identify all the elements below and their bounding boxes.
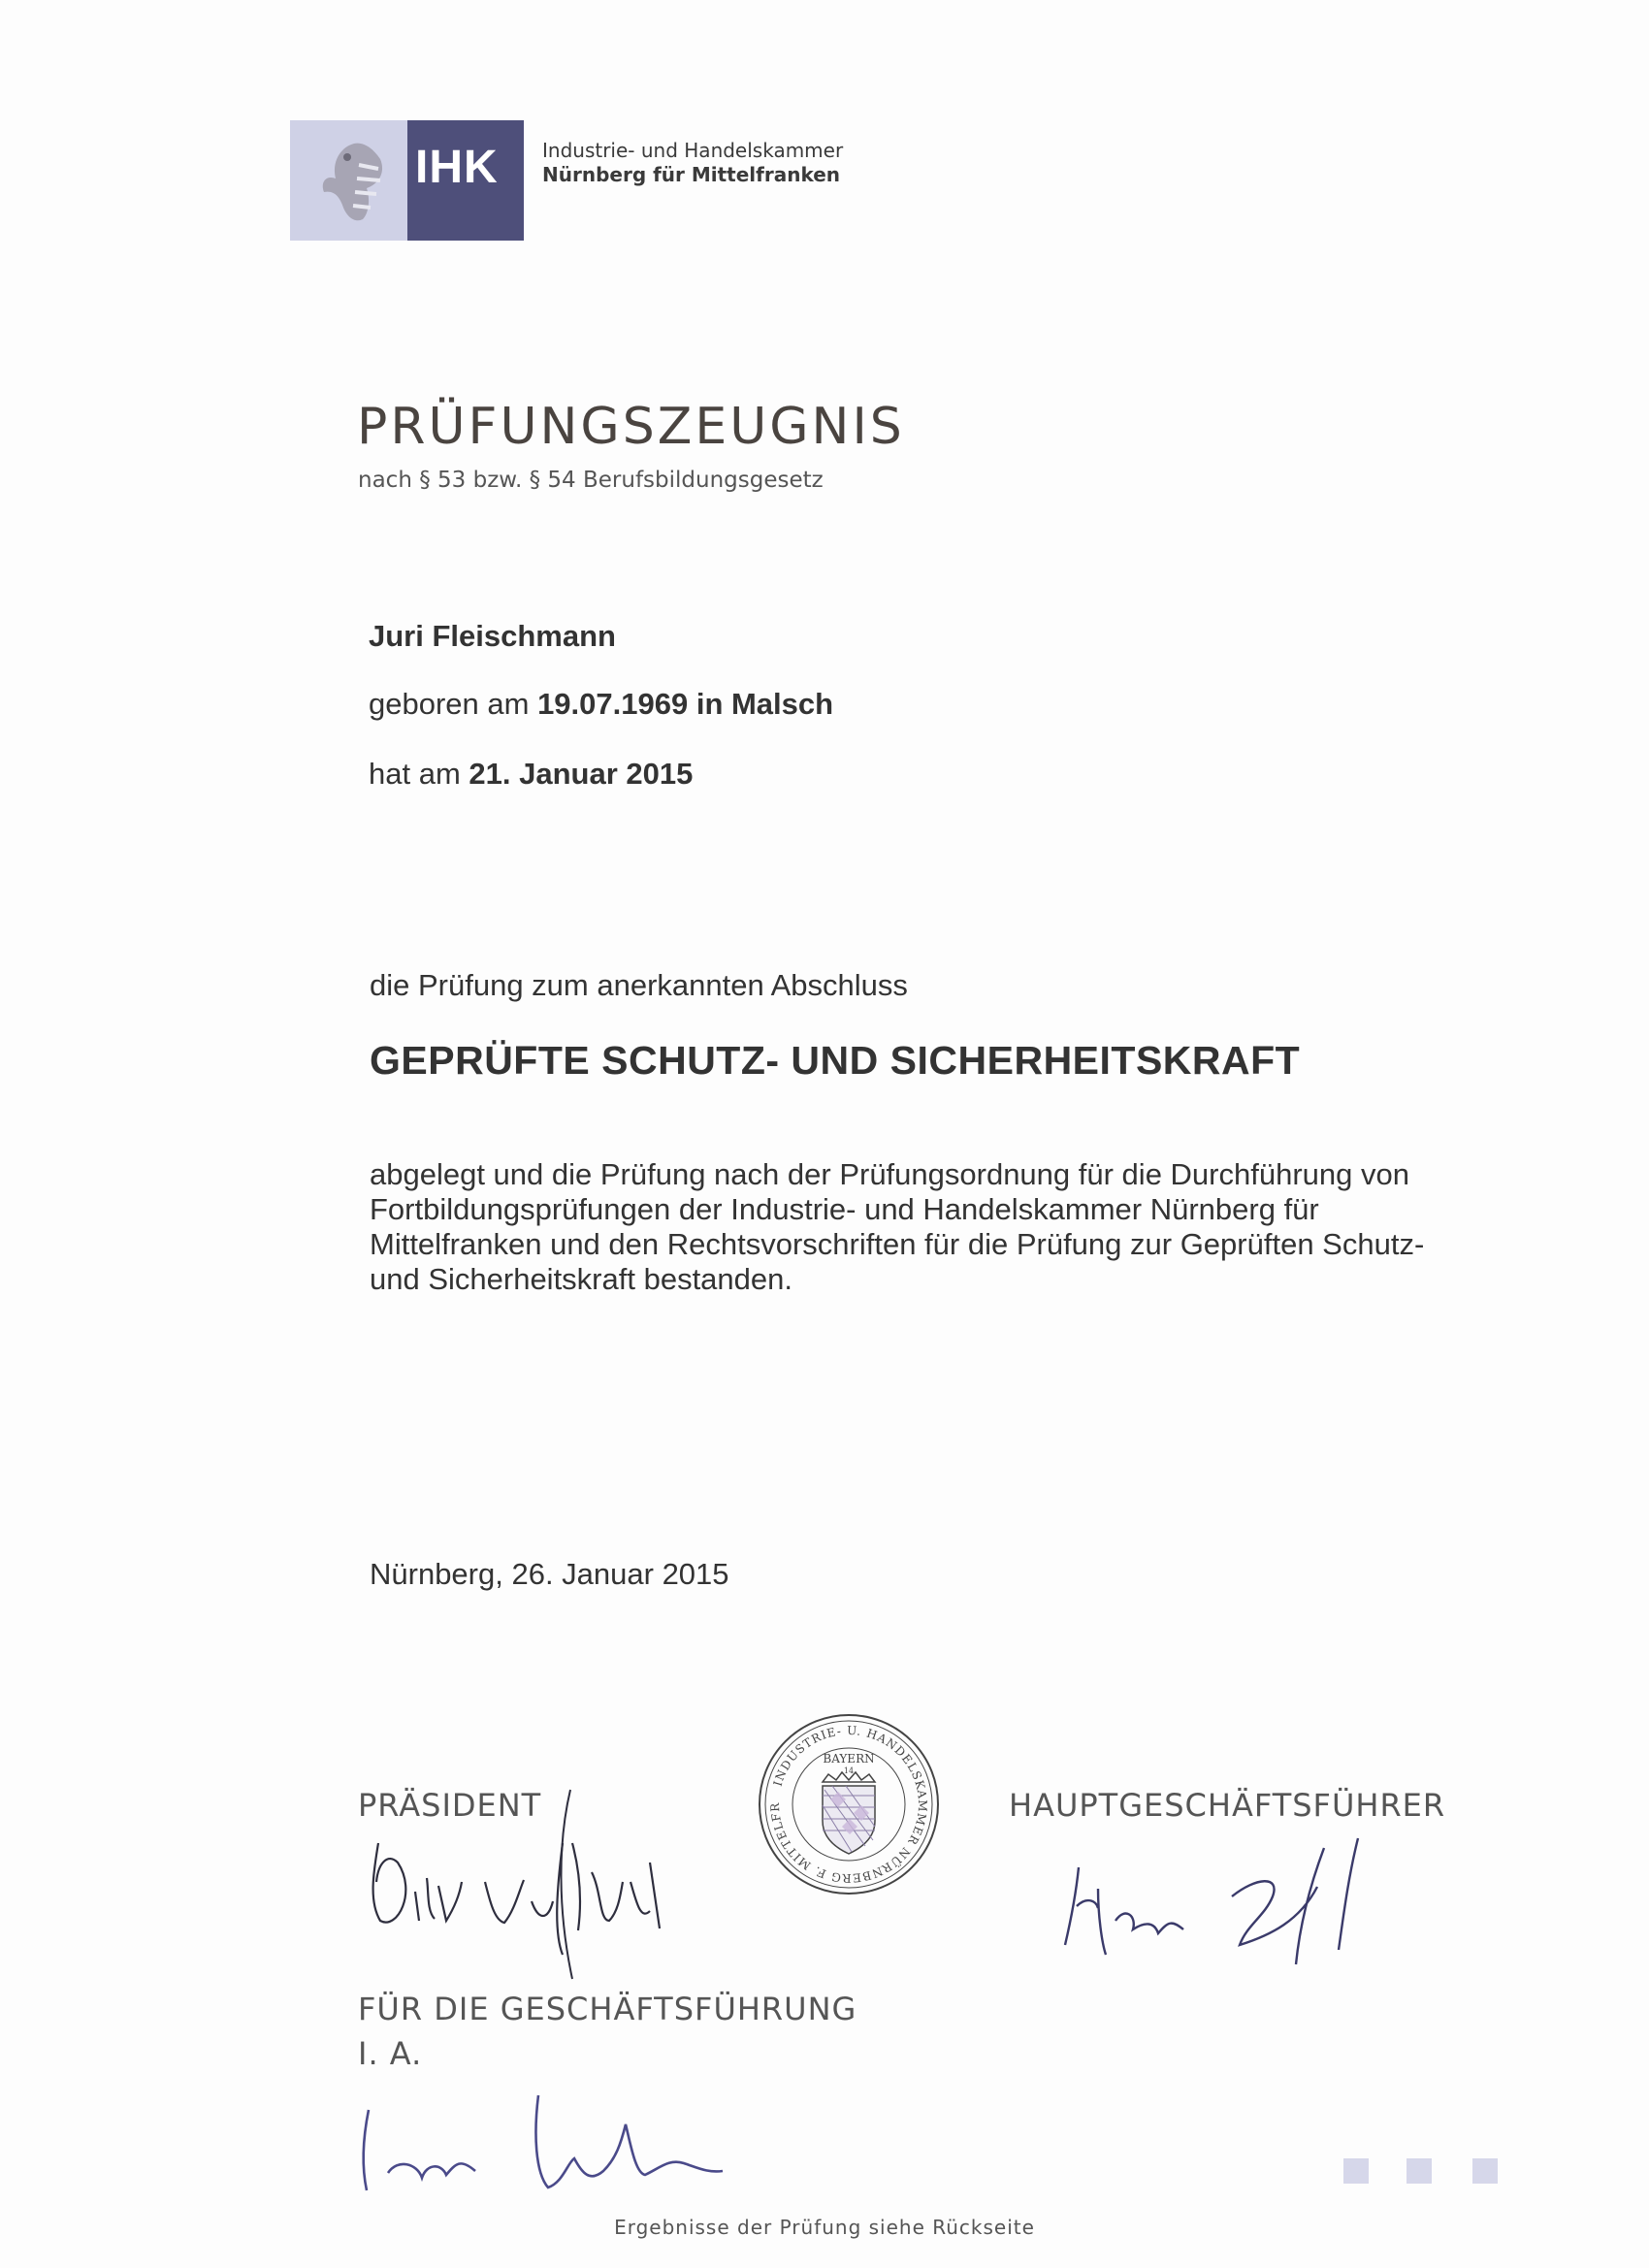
management-label: FÜR DIE GESCHÄFTSFÜHRUNG xyxy=(358,1991,857,2027)
exam-date-line xyxy=(369,757,693,792)
org-name-line2: Nürnberg für Mittelfranken xyxy=(542,163,841,186)
ceo-label: HAUPTGESCHÄFTSFÜHRER xyxy=(1009,1787,1446,1824)
management-signature xyxy=(349,2066,766,2202)
birth-line xyxy=(369,687,833,722)
seal-ring-text: INDUSTRIE- U. HANDELSKAMMER NÜRNBERG F. MITTELFR xyxy=(767,1723,930,1886)
decorative-square-1 xyxy=(1343,2158,1369,2184)
president-label: PRÄSIDENT xyxy=(358,1787,542,1824)
document-title: PRÜFUNGSZEUGNIS xyxy=(357,398,905,456)
seal-top-text: BAYERN xyxy=(823,1752,875,1766)
exam-date: 21. Januar 2015 xyxy=(469,757,694,791)
ihk-logo-text: IHK xyxy=(415,142,499,193)
document-subtitle: nach § 53 bzw. § 54 Berufsbildungsgesetz xyxy=(358,468,824,493)
certificate-body: abgelegt und die Prüfung nach der Prüfungsordnung für die Durchführung von Fortbildungsprüfungen der Industrie- und Handelskammer Nürnberg für Mittelfranken und den Rechtsvorschriften für die Prüfung zur Geprüften Schutz- und Sicherheitskraft bestanden. xyxy=(370,1157,1425,1296)
seal-number: 14 xyxy=(843,1766,855,1775)
birth-value: 19.07.1969 in Malsch xyxy=(537,687,834,721)
footer-note: Ergebnisse der Prüfung siehe Rückseite xyxy=(614,2216,1035,2239)
candidate-name: Juri Fleischmann xyxy=(369,619,616,653)
qualification-title: GEPRÜFTE SCHUTZ- UND SICHERHEITSKRAFT xyxy=(370,1038,1301,1083)
org-name-line1: Industrie- und Handelskammer xyxy=(542,139,844,162)
decorative-square-2 xyxy=(1406,2158,1432,2184)
ceo-signature xyxy=(1048,1829,1416,1993)
exam-intro: die Prüfung zum anerkannten Abschluss xyxy=(370,968,908,1002)
official-seal xyxy=(757,1712,941,1896)
president-signature xyxy=(359,1785,679,2008)
birth-prefix: geboren am xyxy=(369,687,538,721)
decorative-square-3 xyxy=(1472,2158,1498,2184)
eagle-icon xyxy=(310,136,398,228)
place-and-date: Nürnberg, 26. Januar 2015 xyxy=(370,1557,729,1591)
ia-label: I. A. xyxy=(358,2035,423,2072)
exam-prefix: hat am xyxy=(369,757,469,791)
